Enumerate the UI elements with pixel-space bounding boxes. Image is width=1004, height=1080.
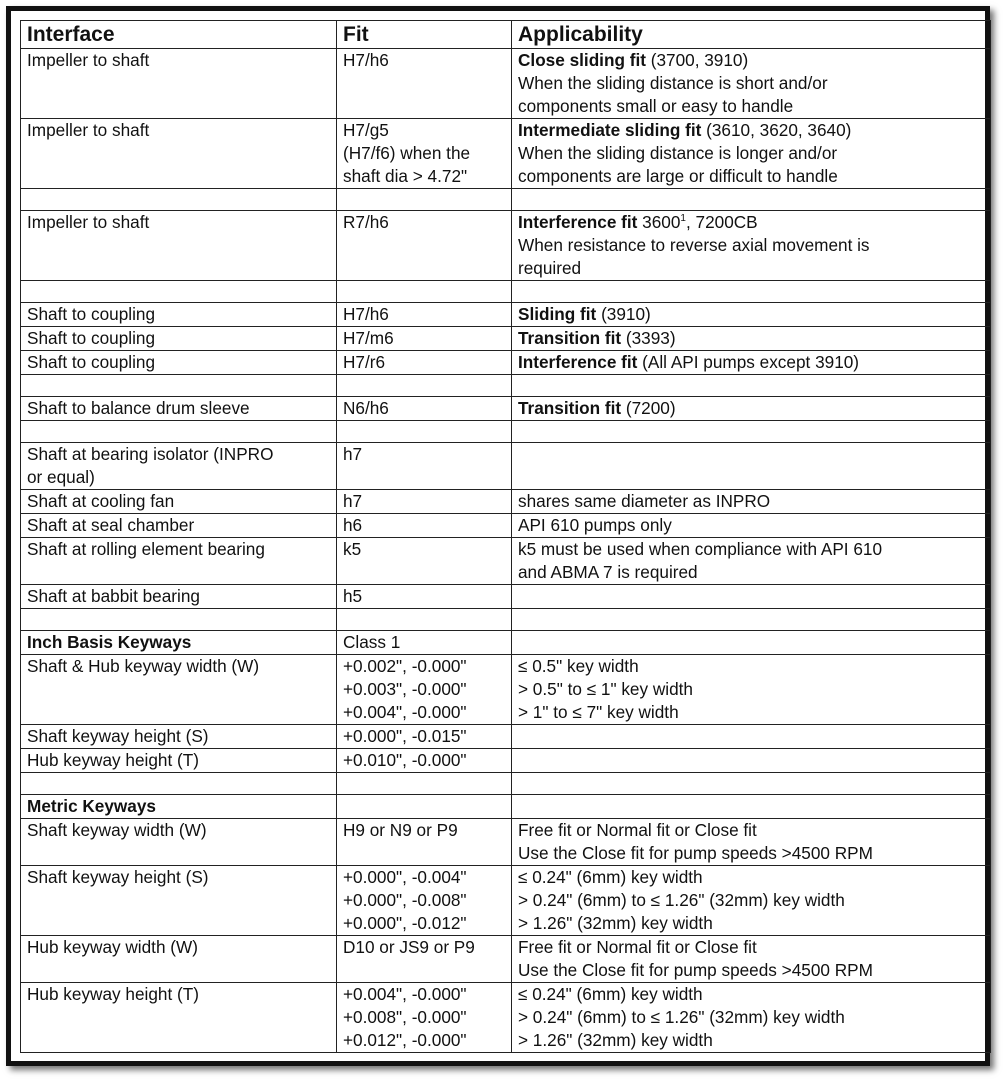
interface-cell: Impeller to shaft: [21, 49, 337, 119]
applicability-cell: [512, 795, 991, 819]
fit-type-label: Intermediate sliding fit: [518, 120, 702, 140]
fit-cell: H7/h6: [337, 303, 512, 327]
applicability-line: k5 must be used when compliance with API 610: [518, 539, 883, 559]
fit-cell: N6/h6: [337, 397, 512, 421]
section-row: [21, 631, 991, 655]
applicability-cell: [512, 49, 991, 119]
interface-cell: Hub keyway width (W): [21, 936, 337, 983]
interface-cell: [21, 443, 337, 490]
fit-line: +0.002", -0.000": [343, 656, 467, 676]
applicability-cell: [512, 936, 991, 983]
applicability-line: > 0.24" (6mm) to ≤ 1.26" (32mm) key width: [518, 890, 845, 910]
header-row: [21, 21, 991, 49]
fit-cell: H7/r6: [337, 351, 512, 375]
applicability-line: Free fit or Normal fit or Close fit: [518, 937, 757, 957]
interface-cell: Shaft at babbit bearing: [21, 585, 337, 609]
pump-models: (7200): [621, 398, 676, 418]
fit-cell: R7/h6: [337, 211, 512, 281]
table-row: [21, 443, 991, 490]
footnote-marker: 1: [680, 213, 686, 224]
interface-cell: Shaft at cooling fan: [21, 490, 337, 514]
applicability-cell: [512, 351, 991, 375]
table-row: [21, 585, 991, 609]
fit-line: +0.003", -0.000": [343, 679, 467, 699]
fit-cell: h7: [337, 490, 512, 514]
fit-cell: H7/m6: [337, 327, 512, 351]
fit-type-label: Transition fit: [518, 398, 622, 418]
applicability-cell: [512, 303, 991, 327]
blank-row: [21, 189, 991, 211]
fit-cell: [337, 983, 512, 1053]
section-row: [21, 795, 991, 819]
applicability-line: Free fit or Normal fit or Close fit: [518, 820, 757, 840]
blank-row: [21, 609, 991, 631]
applicability-cell: [512, 119, 991, 189]
fit-cell: D10 or JS9 or P9: [337, 936, 512, 983]
blank-row: [21, 281, 991, 303]
pump-models: (3700, 3910): [645, 50, 749, 70]
applicability-cell: API 610 pumps only: [512, 514, 991, 538]
interface-cell: Shaft to coupling: [21, 351, 337, 375]
table-row: [21, 725, 991, 749]
header-interface: Interface: [21, 21, 337, 49]
fit-cell: k5: [337, 538, 512, 585]
fit-cell: +0.000", -0.015": [337, 725, 512, 749]
interface-cell: Shaft at seal chamber: [21, 514, 337, 538]
interface-cell: Shaft keyway height (S): [21, 866, 337, 936]
fit-type-label: Sliding fit: [518, 304, 597, 324]
applicability-line: > 0.5" to ≤ 1" key width: [518, 679, 693, 699]
fit-cell: h6: [337, 514, 512, 538]
fit-cell: [337, 866, 512, 936]
document-frame: [6, 6, 990, 1066]
applicability-cell: [512, 211, 991, 281]
pump-models: (3393): [621, 328, 676, 348]
table-row: [21, 303, 991, 327]
fit-line: (H7/f6) when the: [343, 143, 471, 163]
table-row: [21, 351, 991, 375]
fit-type-label: Interference fit: [518, 212, 638, 232]
fit-type-label: Interference fit: [518, 352, 638, 372]
applicability-line: ≤ 0.24" (6mm) key width: [518, 867, 703, 887]
interface-cell: Shaft at rolling element bearing: [21, 538, 337, 585]
section-title-text: Inch Basis Keyways: [27, 632, 192, 652]
applicability-cell: [512, 725, 991, 749]
applicability-line: required: [518, 258, 582, 278]
applicability-line: > 1" to ≤ 7" key width: [518, 702, 679, 722]
fit-line: +0.012", -0.000": [343, 1030, 467, 1050]
pump-models: 3600: [637, 212, 681, 232]
fit-cell: +0.010", -0.000": [337, 749, 512, 773]
applicability-cell: shares same diameter as INPRO: [512, 490, 991, 514]
fit-type-label: Close sliding fit: [518, 50, 646, 70]
fit-cell: [337, 655, 512, 725]
applicability-line: Use the Close fit for pump speeds >4500 RPM: [518, 960, 873, 980]
applicability-line: > 1.26" (32mm) key width: [518, 1030, 713, 1050]
applicability-cell: [512, 749, 991, 773]
fits-table: [20, 20, 991, 1053]
table-row: [21, 514, 991, 538]
applicability-line: [518, 49, 984, 72]
header-applicability: Applicability: [512, 21, 991, 49]
fit-cell: [337, 119, 512, 189]
fit-cell: h5: [337, 585, 512, 609]
fit-line: +0.008", -0.000": [343, 1007, 467, 1027]
blank-row: [21, 421, 991, 443]
applicability-line: When resistance to reverse axial movement is: [518, 235, 870, 255]
table-row: [21, 819, 991, 866]
table-row: [21, 397, 991, 421]
fit-cell: h7: [337, 443, 512, 490]
interface-cell: Shaft to coupling: [21, 327, 337, 351]
section-title: [21, 795, 337, 819]
applicability-line: ≤ 0.5" key width: [518, 656, 639, 676]
applicability-cell: [512, 538, 991, 585]
blank-row: [21, 773, 991, 795]
table-row: [21, 538, 991, 585]
applicability-line: ≤ 0.24" (6mm) key width: [518, 984, 703, 1004]
table-row: [21, 655, 991, 725]
interface-cell: Shaft keyway width (W): [21, 819, 337, 866]
interface-cell: Shaft keyway height (S): [21, 725, 337, 749]
table-row: [21, 490, 991, 514]
applicability-line: When the sliding distance is longer and/or: [518, 143, 838, 163]
interface-cell: Impeller to shaft: [21, 211, 337, 281]
pump-models: (All API pumps except 3910): [637, 352, 860, 372]
applicability-line: components small or easy to handle: [518, 96, 794, 116]
fit-line: shaft dia > 4.72": [343, 166, 468, 186]
table-row: [21, 983, 991, 1053]
section-title: [21, 631, 337, 655]
fit-line: +0.004", -0.000": [343, 702, 467, 722]
table-row: [21, 211, 991, 281]
pump-models: (3610, 3620, 3640): [701, 120, 852, 140]
interface-cell: Hub keyway height (T): [21, 749, 337, 773]
table-row: [21, 327, 991, 351]
fit-cell: H7/h6: [337, 49, 512, 119]
applicability-line: > 1.26" (32mm) key width: [518, 913, 713, 933]
interface-cell: Shaft & Hub keyway width (W): [21, 655, 337, 725]
applicability-cell: [512, 631, 991, 655]
fit-type-label: Transition fit: [518, 328, 622, 348]
fit-cell: Class 1: [337, 631, 512, 655]
fit-line: H7/g5: [343, 120, 389, 140]
interface-cell: Shaft to coupling: [21, 303, 337, 327]
applicability-line: Use the Close fit for pump speeds >4500 RPM: [518, 843, 873, 863]
blank-row: [21, 375, 991, 397]
interface-cell: Impeller to shaft: [21, 119, 337, 189]
fit-line: +0.000", -0.004": [343, 867, 467, 887]
table-row: [21, 936, 991, 983]
applicability-cell: [512, 327, 991, 351]
applicability-cell: [512, 655, 991, 725]
fit-cell: H9 or N9 or P9: [337, 819, 512, 866]
section-title-text: Metric Keyways: [27, 796, 156, 816]
pump-models-cont: , 7200CB: [685, 212, 758, 232]
applicability-line: When the sliding distance is short and/or: [518, 73, 828, 93]
interface-line: Shaft at bearing isolator (INPRO: [27, 444, 274, 464]
applicability-cell: [512, 443, 991, 490]
applicability-line: and ABMA 7 is required: [518, 562, 698, 582]
fit-line: +0.000", -0.012": [343, 913, 467, 933]
header-fit: Fit: [337, 21, 512, 49]
applicability-cell: [512, 866, 991, 936]
fit-line: +0.000", -0.008": [343, 890, 467, 910]
fit-line: +0.004", -0.000": [343, 984, 467, 1004]
table-row: [21, 866, 991, 936]
applicability-line: [518, 211, 984, 234]
fit-cell: [337, 795, 512, 819]
interface-line: or equal): [27, 467, 95, 487]
table-row: [21, 49, 991, 119]
applicability-line: > 0.24" (6mm) to ≤ 1.26" (32mm) key width: [518, 1007, 845, 1027]
applicability-cell: [512, 983, 991, 1053]
interface-cell: Shaft to balance drum sleeve: [21, 397, 337, 421]
applicability-line: [518, 119, 984, 142]
pump-models: (3910): [596, 304, 651, 324]
table-row: [21, 749, 991, 773]
table-row: [21, 119, 991, 189]
applicability-cell: [512, 819, 991, 866]
applicability-cell: [512, 585, 991, 609]
applicability-cell: [512, 397, 991, 421]
interface-cell: Hub keyway height (T): [21, 983, 337, 1053]
applicability-line: components are large or difficult to handle: [518, 166, 838, 186]
